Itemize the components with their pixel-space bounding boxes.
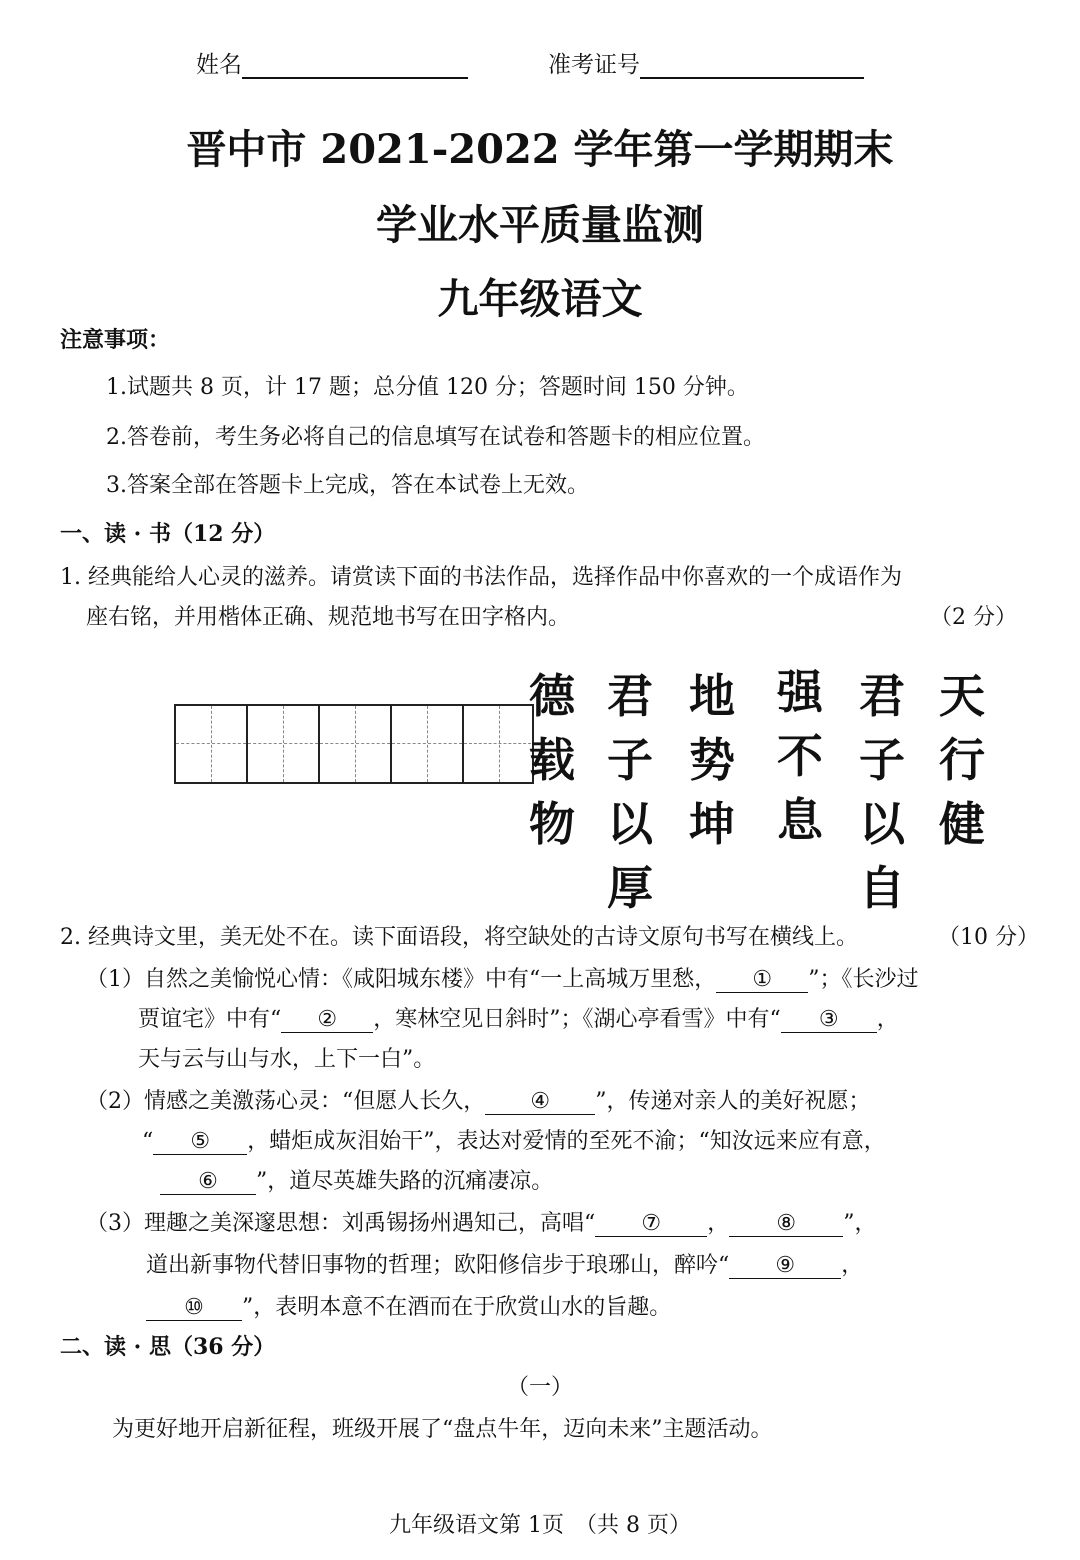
q2-p1-line1: （1）自然之美愉悦心情：《咸阳城东楼》中有“一上高城万里愁， ① ”；《长沙过 — [86, 967, 919, 992]
exam-id-field — [548, 46, 864, 79]
exam-id-label: 准考证号 — [548, 52, 640, 78]
tianzige-grid — [174, 704, 534, 784]
name-line — [242, 51, 468, 79]
answer-blank[interactable]: ② — [281, 1008, 373, 1033]
grid-cell — [248, 706, 320, 782]
section2-heading: 二、读 · 思（36 分） — [60, 1334, 276, 1360]
grid-cell — [320, 706, 392, 782]
q1-line1: 1. 经典能给人心灵的滋养。请赏读下面的书法作品，选择作品中你喜欢的一个成语作为 — [60, 565, 902, 590]
answer-blank[interactable]: ⑥ — [160, 1170, 256, 1195]
answer-blank[interactable]: ⑦ — [595, 1212, 707, 1237]
name-field — [196, 46, 468, 79]
calligraphy-column: 强不息 — [777, 665, 823, 847]
q2-p3-line2: 道出新事物代替旧事物的哲理；欧阳修信步于琅琊山，醉吟“ ⑨ ， — [146, 1253, 864, 1278]
grid-cell — [176, 706, 248, 782]
calligraphy-column: 天行健 — [939, 669, 985, 851]
q2-p2-line1: （2）情感之美激荡心灵：“但愿人长久， ④ ”，传递对亲人的美好祝愿； — [86, 1089, 871, 1114]
answer-blank[interactable]: ③ — [781, 1008, 877, 1033]
q2-p3-line3: ⑩ ”，表明本意不在酒而在于欣赏山水的旨趣。 — [146, 1290, 671, 1321]
title-line2: 学业水平质量监测 — [376, 201, 704, 249]
q2-p2-line2: “ ⑤ ，蜡炬成灰泪始干”，表达对爱情的至死不渝；“知汝远来应有意， — [142, 1129, 886, 1154]
q1-line2: 座右铭，并用楷体正确、规范地书写在田字格内。 — [86, 605, 571, 630]
notice-item: 2.答卷前，考生务必将自己的信息填写在试卷和答题卡的相应位置。 — [106, 425, 765, 450]
answer-blank[interactable]: ⑤ — [153, 1130, 247, 1155]
notice-heading: 注意事项： — [60, 327, 171, 353]
calligraphy-column: 德载物 — [529, 669, 575, 851]
notice-item: 1.试题共 8 页，计 17 题；总分值 120 分；答题时间 150 分钟。 — [106, 375, 749, 400]
answer-blank[interactable]: ① — [716, 968, 808, 993]
calligraphy-column: 君子以厚 — [607, 669, 653, 915]
section2-sub: （一） — [506, 1375, 573, 1400]
calligraphy-column: 君子以自 — [859, 669, 905, 915]
q2-score: （10 分） — [938, 925, 1039, 950]
notice-item: 3.答案全部在答题卡上完成，答在本试卷上无效。 — [106, 473, 589, 498]
exam-id-line — [640, 51, 864, 79]
answer-blank[interactable]: ⑨ — [729, 1254, 841, 1279]
q2-p1-line3: 天与云与山与水，上下一白”。 — [138, 1047, 436, 1072]
answer-blank[interactable]: ⑧ — [729, 1212, 843, 1237]
section1-heading: 一、读 · 书（12 分） — [60, 521, 276, 547]
name-label: 姓名 — [196, 52, 242, 78]
q2-p1-line2: 贾谊宅》中有“ ② ，寒林空见日斜时”；《湖心亭看雪》中有“ ③ ， — [138, 1007, 899, 1032]
calligraphy-column: 地势坤 — [689, 669, 735, 851]
q2-stem: 2. 经典诗文里，美无处不在。读下面语段，将空缺处的古诗文原句书写在横线上。 — [60, 925, 858, 950]
page-footer: 九年级语文第 1页 （共 8 页） — [389, 1513, 691, 1538]
grid-cell — [392, 706, 464, 782]
q2-p3-line1: （3）理趣之美深邃思想：刘禹锡扬州遇知己，高唱“ ⑦ ， ⑧ ”， — [86, 1211, 877, 1236]
title-line3: 九年级语文 — [437, 275, 643, 323]
section2-intro: 为更好地开启新征程，班级开展了“盘点牛年，迈向未来”主题活动。 — [112, 1417, 773, 1442]
answer-blank[interactable]: ④ — [485, 1090, 595, 1115]
title-line1: 晋中市 2021-2022 学年第一学期期末 — [186, 126, 894, 173]
q2-p2-line3: ⑥ ”，道尽英雄失路的沉痛凄凉。 — [160, 1164, 553, 1195]
q1-score: （2 分） — [930, 605, 1017, 630]
answer-blank[interactable]: ⑩ — [146, 1296, 242, 1321]
